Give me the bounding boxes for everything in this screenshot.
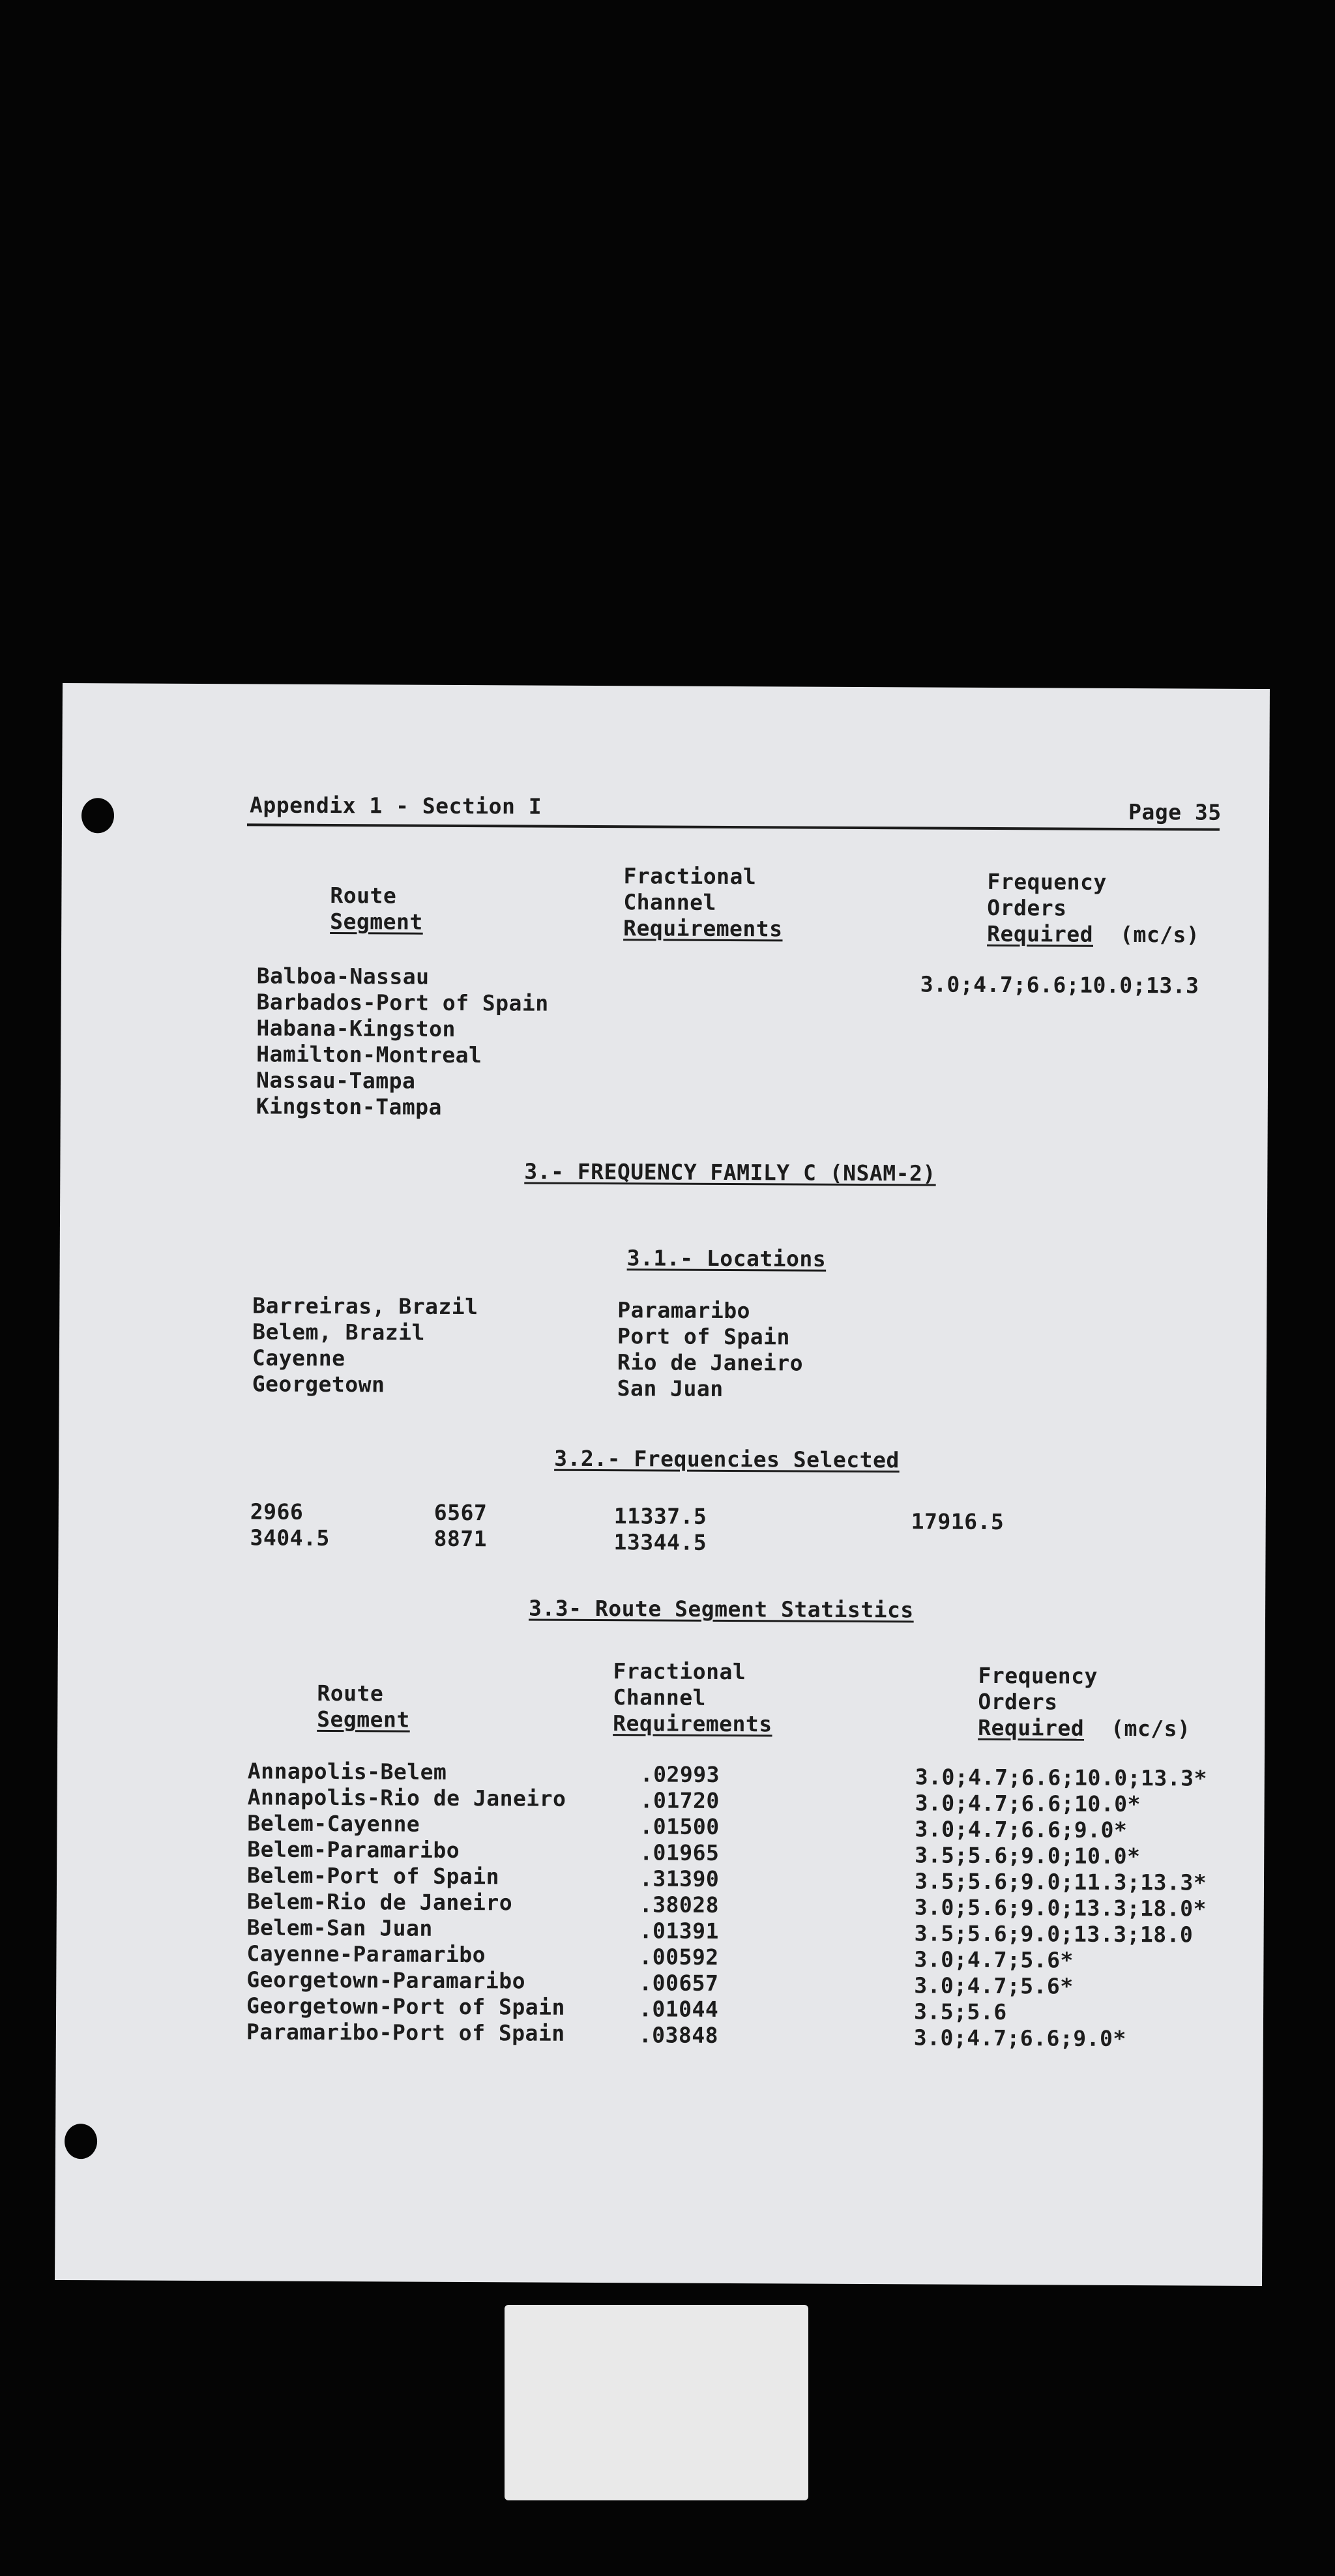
- stats-fractional-header-1: Fractional: [613, 1658, 746, 1685]
- top-frequency-orders: 3.0;4.7;6.6;10.0;13.3: [920, 971, 1199, 999]
- frequency-value: 11337.5: [613, 1503, 707, 1529]
- table-cell-fraction: .01720: [639, 1787, 720, 1813]
- table-cell-frequency: 3.0;4.7;5.6*: [914, 1972, 1074, 1999]
- list-item: Paramaribo: [617, 1297, 751, 1324]
- table-cell-route: Belem-Rio de Janeiro: [246, 1888, 513, 1916]
- punch-hole-bottom: [65, 2124, 97, 2159]
- table-cell-frequency: 3.0;4.7;6.6;9.0*: [913, 2025, 1126, 2051]
- table-cell-route: Georgetown-Paramaribo: [246, 1967, 526, 1994]
- locations-right: [617, 1297, 804, 1402]
- table-cell-frequency: 3.5;5.6;9.0;13.3;18.0: [914, 1920, 1194, 1948]
- table-cell-fraction: .01391: [639, 1918, 719, 1944]
- list-item: Balboa-Nassau: [256, 963, 430, 989]
- table-cell-frequency: 3.5;5.6;9.0;10.0*: [915, 1842, 1141, 1869]
- stats-fractional-header-2: Channel: [613, 1684, 707, 1710]
- fractional-header-1: Fractional: [623, 863, 757, 890]
- frequency-header-2: Orders: [987, 894, 1067, 921]
- stats-route-column: [246, 1758, 566, 2046]
- locations-title: 3.1.- Locations: [626, 1245, 827, 1272]
- list-item: Kingston-Tampa: [256, 1093, 443, 1120]
- table-cell-route: Cayenne-Paramaribo: [246, 1940, 486, 1968]
- table-cell-fraction: .00657: [639, 1970, 719, 1996]
- list-item: Barbados-Port of Spain: [256, 989, 549, 1016]
- frequency-value: 3404.5: [250, 1525, 330, 1551]
- table-cell-fraction: .01500: [639, 1813, 720, 1839]
- table-cell-route: Belem-San Juan: [246, 1914, 433, 1941]
- table-cell-route: Georgetown-Port of Spain: [246, 1993, 566, 2020]
- section-title: 3.- FREQUENCY FAMILY C (NSAM-2): [524, 1158, 936, 1186]
- table-cell-frequency: 3.0;4.7;6.6;10.0;13.3*: [915, 1764, 1207, 1791]
- top-route-list: [256, 963, 549, 1120]
- table-cell-route: Annapolis-Rio de Janeiro: [247, 1784, 566, 1811]
- route-header-1: Route: [330, 883, 397, 909]
- table-cell-frequency: 3.5;5.6;9.0;11.3;13.3*: [914, 1868, 1207, 1895]
- stats-frequency-header-unit: (mc/s): [1111, 1715, 1191, 1742]
- header-right: Page 35: [1128, 798, 1222, 825]
- table-cell-route: Belem-Cayenne: [247, 1810, 420, 1837]
- list-item: Nassau-Tampa: [256, 1067, 416, 1094]
- route-header-2: Segment: [330, 909, 423, 935]
- table-cell-fraction: .01044: [638, 1996, 719, 2022]
- list-item: San Juan: [617, 1375, 724, 1401]
- frequencies-title: 3.2.- Frequencies Selected: [554, 1445, 900, 1473]
- frequency-value: 6567: [433, 1499, 488, 1526]
- stats-frequency-column: [914, 1764, 1207, 2052]
- frequency-header-3: Required: [987, 920, 1094, 947]
- frequency-value: 8871: [433, 1525, 488, 1552]
- list-item: Port of Spain: [617, 1323, 790, 1350]
- table-cell-fraction: .31390: [639, 1866, 720, 1892]
- table-cell-frequency: 3.0;4.7;5.6*: [914, 1946, 1074, 1973]
- stats-frequency-header-2: Orders: [978, 1688, 1058, 1715]
- table-cell-frequency: 3.0;4.7;6.6;9.0*: [915, 1816, 1128, 1843]
- punch-hole-top: [81, 798, 114, 833]
- stats-frequency-header-3: Required: [978, 1714, 1085, 1741]
- table-cell-fraction: .01965: [639, 1839, 720, 1866]
- list-item: Hamilton-Montreal: [256, 1041, 482, 1068]
- table-cell-frequency: 3.5;5.6: [913, 1998, 1007, 2025]
- list-item: Cayenne: [252, 1345, 345, 1371]
- table-cell-fraction: .03848: [638, 2022, 719, 2048]
- frequency-value: 17916.5: [911, 1508, 1005, 1535]
- stats-route-header-1: Route: [317, 1680, 384, 1706]
- header-rule: [247, 823, 1220, 830]
- blank-card: [505, 2305, 808, 2500]
- table-cell-fraction: .02993: [639, 1761, 720, 1787]
- table-cell-frequency: 3.0;5.6;9.0;13.3;18.0*: [914, 1894, 1207, 1922]
- frequency-value: 2966: [250, 1499, 304, 1525]
- locations-left: [252, 1293, 478, 1398]
- stats-fractional-header-3: Requirements: [613, 1710, 772, 1737]
- header-left: Appendix 1 - Section I: [249, 792, 542, 819]
- fractional-header-2: Channel: [623, 889, 717, 915]
- frequency-header-unit: (mc/s): [1120, 921, 1200, 948]
- list-item: Barreiras, Brazil: [252, 1293, 478, 1320]
- statistics-title: 3.3- Route Segment Statistics: [528, 1595, 914, 1623]
- list-item: Habana-Kingston: [256, 1015, 456, 1042]
- table-cell-route: Paramaribo-Port of Spain: [246, 2019, 565, 2046]
- table-cell-frequency: 3.0;4.7;6.6;10.0*: [915, 1790, 1141, 1817]
- frequency-value: 13344.5: [613, 1529, 707, 1555]
- table-cell-fraction: .00592: [639, 1944, 719, 1970]
- list-item: Belem, Brazil: [252, 1319, 426, 1345]
- stats-route-header-2: Segment: [317, 1706, 410, 1733]
- stats-fraction-column: [639, 1761, 720, 2049]
- list-item: Georgetown: [252, 1371, 385, 1398]
- table-cell-fraction: .38028: [639, 1892, 720, 1918]
- frequency-header-1: Frequency: [987, 868, 1107, 895]
- table-cell-route: Annapolis-Belem: [247, 1758, 447, 1785]
- document-page: [55, 683, 1270, 2286]
- list-item: Rio de Janeiro: [617, 1349, 804, 1376]
- fractional-header-3: Requirements: [623, 915, 783, 942]
- stats-frequency-header-1: Frequency: [978, 1662, 1098, 1689]
- table-cell-route: Belem-Paramaribo: [247, 1836, 460, 1863]
- table-cell-route: Belem-Port of Spain: [246, 1862, 500, 1890]
